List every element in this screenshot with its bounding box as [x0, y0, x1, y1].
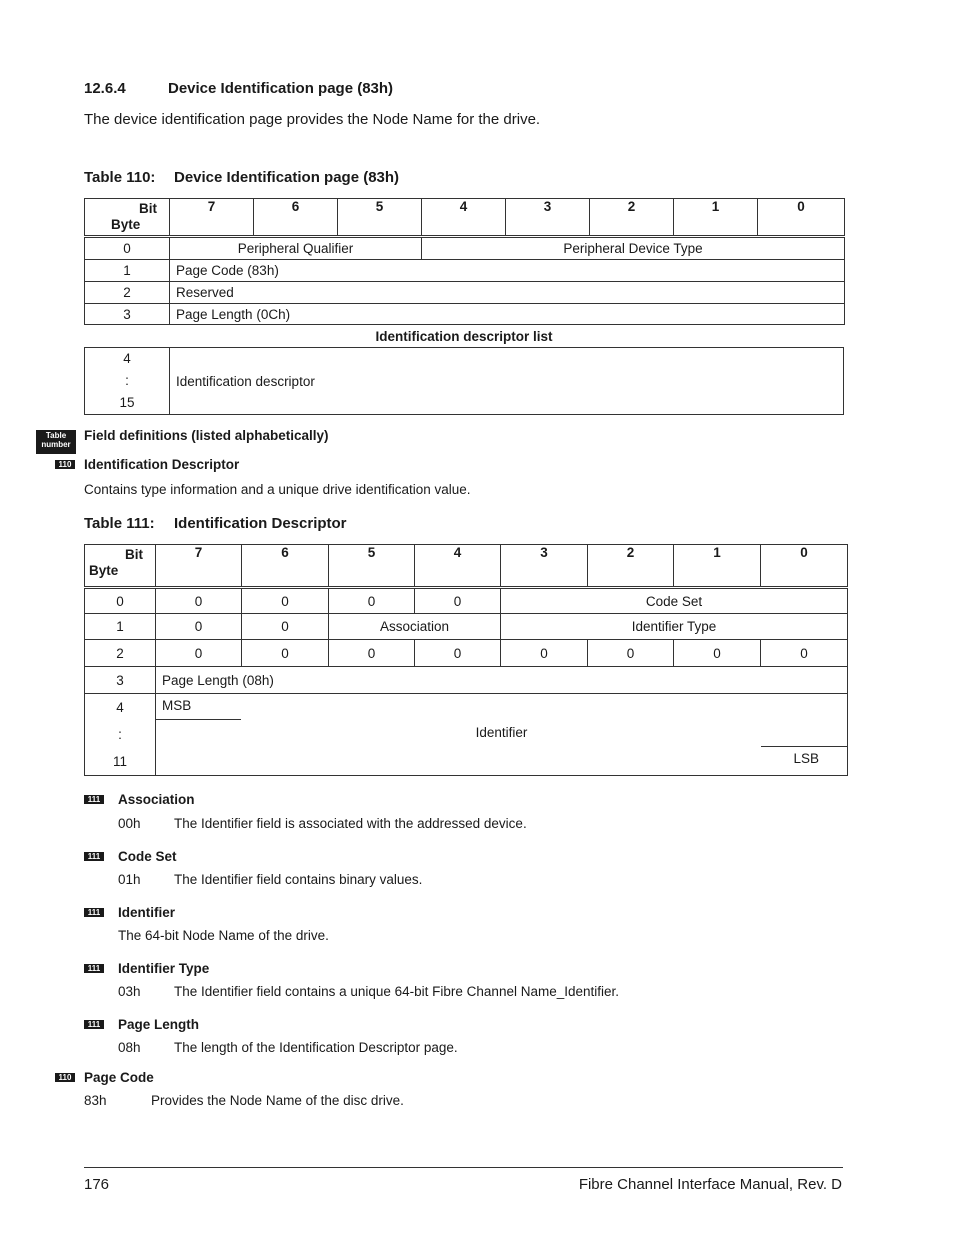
- code-set-field: Code Set: [501, 588, 848, 614]
- footer-rule: [84, 1167, 843, 1168]
- byte-range-separator: :: [118, 727, 122, 742]
- bit-header: 3: [501, 545, 588, 588]
- code-set-title: Code Set: [118, 849, 177, 864]
- section-title: Device Identification page (83h): [168, 80, 394, 97]
- bit-header: 1: [674, 545, 761, 588]
- bit-value: 0: [501, 640, 588, 667]
- byte-number: 0: [85, 237, 170, 260]
- table-ref-badge: 111: [84, 964, 104, 973]
- bit-byte-header: [85, 199, 170, 237]
- identifier-type-field: Identifier Type: [501, 614, 848, 640]
- bit-value: 0: [674, 640, 761, 667]
- table-110-title: Device Identification page (83h): [174, 169, 400, 186]
- byte-range: [85, 348, 170, 415]
- bit-value: 0: [329, 640, 415, 667]
- identifier-type-desc: The Identifier field contains a unique 64-bit Fibre Channel Name_Identifier.: [174, 984, 620, 999]
- table-110-caption: [84, 169, 399, 186]
- bit-value: 0: [156, 640, 242, 667]
- badge-line: number: [41, 440, 71, 449]
- bit-header: 2: [588, 545, 674, 588]
- bit-value: 0: [242, 588, 329, 614]
- bit-header: 3: [506, 199, 590, 237]
- identifier-label: Identifier: [475, 725, 528, 740]
- association-desc: The Identifier field is associated with the addressed device.: [174, 816, 527, 831]
- page-code-desc: Provides the Node Name of the disc drive.: [151, 1093, 404, 1108]
- byte-range: [85, 694, 156, 776]
- byte-number: 1: [85, 260, 170, 282]
- association-title: Association: [118, 792, 195, 807]
- byte-number: 3: [85, 667, 156, 694]
- table-110-number: Table 110:: [84, 169, 156, 186]
- bit-label: Bit: [125, 547, 143, 562]
- table-ref-badge: 111: [84, 852, 104, 861]
- table-number-badge: [36, 430, 76, 454]
- bit-header: 4: [422, 199, 506, 237]
- association-code: 00h: [118, 816, 141, 831]
- page-code-title: Page Code: [84, 1070, 154, 1085]
- byte-label: Byte: [111, 217, 141, 232]
- byte-start: 4: [123, 351, 131, 366]
- bit-header: 1: [674, 199, 758, 237]
- code-set-desc: The Identifier field contains binary values.: [174, 872, 423, 887]
- code-set-code: 01h: [118, 872, 141, 887]
- bit-byte-header: [85, 545, 156, 588]
- byte-end: 11: [112, 754, 127, 769]
- bit-value: 0: [156, 614, 242, 640]
- byte-start: 4: [116, 700, 124, 715]
- identifier-title: Identifier: [118, 905, 176, 920]
- bit-header: 7: [170, 199, 254, 237]
- section-number: 12.6.4: [84, 80, 126, 97]
- reserved-field: Reserved: [170, 282, 845, 304]
- identifier-type-title: Identifier Type: [118, 961, 210, 976]
- page-length-title: Page Length: [118, 1017, 200, 1032]
- bit-header: 5: [338, 199, 422, 237]
- byte-number: 3: [85, 304, 170, 325]
- bit-header: 4: [415, 545, 501, 588]
- table-111: [84, 544, 848, 776]
- page-length-field: Page Length (0Ch): [170, 304, 845, 325]
- peripheral-qualifier-field: Peripheral Qualifier: [170, 237, 422, 260]
- bit-value: 0: [588, 640, 674, 667]
- bit-value: 0: [761, 640, 848, 667]
- bit-header: 0: [758, 199, 845, 237]
- identification-descriptor-text: Contains type information and a unique drive identification value.: [84, 482, 471, 497]
- lsb-divider: [761, 746, 847, 747]
- bit-value: 0: [156, 588, 242, 614]
- association-field: Association: [329, 614, 501, 640]
- peripheral-device-type-field: Peripheral Device Type: [422, 237, 845, 260]
- table-ref-badge: 111: [84, 1020, 104, 1029]
- identification-descriptor-title: Identification Descriptor: [84, 457, 240, 472]
- table-ref-badge: 110: [55, 1073, 75, 1082]
- byte-number: 1: [85, 614, 156, 640]
- bit-header: 2: [590, 199, 674, 237]
- page-length-code: 08h: [118, 1040, 141, 1055]
- identifier-type-code: 03h: [118, 984, 141, 999]
- byte-number: 0: [85, 588, 156, 614]
- identifier-desc: The 64-bit Node Name of the drive.: [118, 928, 329, 943]
- bit-label: Bit: [139, 201, 157, 216]
- bit-header: 7: [156, 545, 242, 588]
- identifier-field: [156, 694, 848, 776]
- byte-label: Byte: [89, 563, 119, 578]
- byte-number: 2: [85, 640, 156, 667]
- msb-label: MSB: [162, 698, 192, 713]
- table-111-number: Table 111:: [84, 515, 155, 532]
- bit-value: 0: [242, 614, 329, 640]
- page-number: 176: [84, 1176, 110, 1193]
- descriptor-list-heading: Identification descriptor list: [375, 329, 553, 344]
- field-definitions-heading: Field definitions (listed alphabetically): [84, 428, 329, 443]
- table-ref-badge: 111: [84, 908, 104, 917]
- bit-header: 6: [242, 545, 329, 588]
- byte-number: 2: [85, 282, 170, 304]
- page-code-field: Page Code (83h): [170, 260, 845, 282]
- table-ref-badge: 111: [84, 795, 104, 804]
- table-110-descriptor-list: [84, 347, 844, 415]
- bit-value: 0: [415, 588, 501, 614]
- page-code-code: 83h: [84, 1093, 107, 1108]
- lsb-label: LSB: [793, 751, 819, 766]
- table-ref-badge: 110: [55, 460, 75, 469]
- bit-value: 0: [329, 588, 415, 614]
- msb-divider: [156, 719, 241, 720]
- intro-paragraph: The device identification page provides the Node Name for the drive.: [84, 111, 541, 128]
- bit-value: 0: [415, 640, 501, 667]
- byte-end: 15: [119, 395, 135, 410]
- identification-descriptor-field: Identification descriptor: [170, 348, 844, 415]
- page-length-desc: The length of the Identification Descriptor page.: [174, 1040, 458, 1055]
- bit-value: 0: [242, 640, 329, 667]
- table-111-caption: [84, 515, 347, 532]
- table-111-title: Identification Descriptor: [174, 515, 347, 532]
- manual-title: Fibre Channel Interface Manual, Rev. D: [578, 1176, 842, 1193]
- section-heading: [84, 80, 393, 97]
- bit-header: 0: [761, 545, 848, 588]
- table-110: [84, 198, 845, 325]
- byte-range-separator: :: [125, 373, 129, 388]
- bit-header: 6: [254, 199, 338, 237]
- bit-header: 5: [329, 545, 415, 588]
- page-length-field: Page Length (08h): [156, 667, 848, 694]
- badge-line: Table: [45, 431, 67, 440]
